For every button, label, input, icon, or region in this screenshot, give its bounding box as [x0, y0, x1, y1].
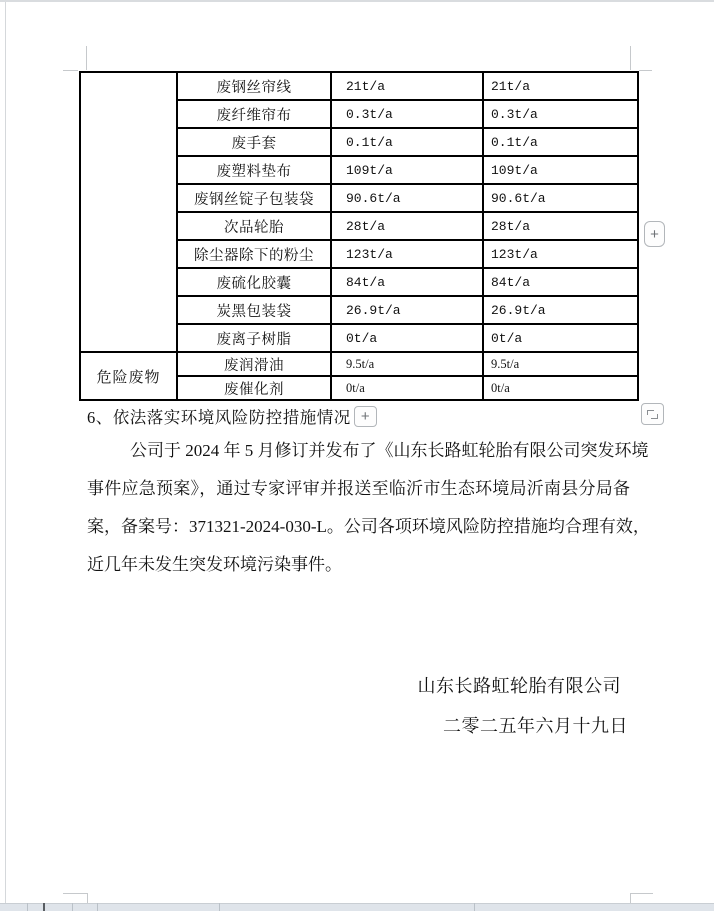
- item-cell: 废离子树脂: [177, 324, 331, 352]
- signature-block: [87, 666, 630, 746]
- taskbar-tick: [97, 903, 98, 911]
- plus-icon: +: [650, 225, 659, 243]
- value-cell: 26.9t/a: [483, 296, 638, 324]
- plus-icon: +: [360, 407, 370, 425]
- value-cell: 0t/a: [331, 324, 483, 352]
- value-cell: 90.6t/a: [483, 184, 638, 212]
- value-cell: 109t/a: [483, 156, 638, 184]
- value-cell: 21t/a: [483, 72, 638, 100]
- value-cell: 9.5t/a: [483, 352, 638, 376]
- margin-mark-bottom-right: [630, 893, 653, 894]
- taskbar-tick: [43, 903, 45, 911]
- taskbar-tick: [219, 903, 220, 911]
- margin-mark-top-right: [630, 46, 631, 70]
- signature-date: 二零二五年六月十九日: [443, 716, 628, 736]
- margin-mark-top-right: [639, 70, 652, 71]
- value-cell: 28t/a: [331, 212, 483, 240]
- value-cell: 123t/a: [483, 240, 638, 268]
- item-cell: 废催化剂: [177, 376, 331, 400]
- value-cell: 0t/a: [331, 376, 483, 400]
- value-cell: 109t/a: [331, 156, 483, 184]
- value-cell: 28t/a: [483, 212, 638, 240]
- taskbar-tick: [72, 903, 73, 911]
- item-cell: 废纤维帘布: [177, 100, 331, 128]
- value-cell: 0.3t/a: [483, 100, 638, 128]
- item-cell: 次品轮胎: [177, 212, 331, 240]
- signature-company: 山东长路虹轮胎有限公司: [417, 676, 621, 696]
- item-cell: 废钢丝锭子包装袋: [177, 184, 331, 212]
- item-cell: 炭黑包装袋: [177, 296, 331, 324]
- value-cell: 84t/a: [483, 268, 638, 296]
- category-cell-hazardous: 危险废物: [80, 352, 177, 400]
- table-row: [80, 72, 638, 100]
- page-left-edge: [5, 2, 6, 903]
- add-content-button[interactable]: [644, 221, 665, 247]
- paragraph-line: 事件应急预案》，通过专家评审并报送至临沂市生态环境局沂南县分局备: [87, 479, 630, 498]
- section-heading: 6、依法落实环境风险防控措施情况: [87, 408, 351, 427]
- window-top-divider: [0, 0, 714, 2]
- margin-mark-bottom-left: [87, 893, 88, 903]
- paragraph-line: 近几年未发生突发环境污染事件。: [87, 555, 342, 574]
- taskbar-tick: [474, 903, 475, 911]
- item-cell: 除尘器除下的粉尘: [177, 240, 331, 268]
- margin-mark-top-left: [63, 70, 78, 71]
- value-cell: 0.3t/a: [331, 100, 483, 128]
- expand-icon: [647, 410, 658, 419]
- waste-table: [79, 71, 639, 401]
- value-cell: 21t/a: [331, 72, 483, 100]
- section-heading-row: [87, 404, 377, 428]
- table-row: [80, 352, 638, 376]
- value-cell: 123t/a: [331, 240, 483, 268]
- paragraph-line: 案，备案号：371321-2024-030-L。公司各项环境风险防控措施均合理有效，: [87, 517, 650, 536]
- value-cell: 9.5t/a: [331, 352, 483, 376]
- margin-mark-top-left: [86, 46, 87, 70]
- value-cell: 90.6t/a: [331, 184, 483, 212]
- category-cell-general: [80, 72, 177, 352]
- value-cell: 0.1t/a: [331, 128, 483, 156]
- value-cell: 0t/a: [483, 324, 638, 352]
- inline-insert-button[interactable]: [354, 406, 377, 427]
- body-paragraph: [87, 432, 650, 584]
- item-cell: 废硫化胶囊: [177, 268, 331, 296]
- value-cell: 0t/a: [483, 376, 638, 400]
- item-cell: 废润滑油: [177, 352, 331, 376]
- item-cell: 废手套: [177, 128, 331, 156]
- margin-mark-bottom-left: [63, 893, 87, 894]
- item-cell: 废钢丝帘线: [177, 72, 331, 100]
- value-cell: 84t/a: [331, 268, 483, 296]
- item-cell: 废塑料垫布: [177, 156, 331, 184]
- margin-mark-bottom-right: [630, 893, 631, 903]
- bottom-bar: [0, 903, 714, 911]
- value-cell: 26.9t/a: [331, 296, 483, 324]
- paragraph-line: 公司于 2024 年 5 月修订并发布了《山东长路虹轮胎有限公司突发环境: [130, 441, 649, 460]
- value-cell: 0.1t/a: [483, 128, 638, 156]
- expand-button[interactable]: [641, 403, 664, 425]
- taskbar-tick: [27, 903, 28, 911]
